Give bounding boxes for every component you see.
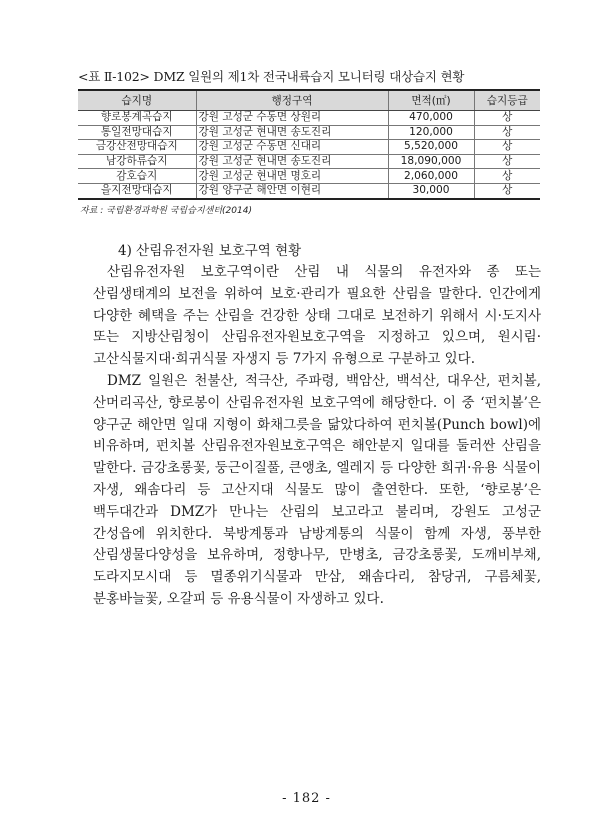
table-header-row (78, 90, 540, 111)
table-row (78, 140, 540, 155)
cell-area: 5,520,000 (388, 140, 474, 155)
cell-wetland-name: 금강산전망대습지 (78, 140, 196, 155)
header-area: 면적(㎡) (388, 90, 474, 111)
cell-area: 470,000 (388, 111, 474, 126)
paragraph-dmz-forest-reserves: DMZ 일원은 천불산, 적극산, 주파령, 백암산, 백석산, 대우산, 펀치볼, 산머리곡산, 향로봉이 산림유전자원 보호구역에 해당한다. 이 중 ‘펀치볼’은 양구군 해안면 일대 지형이 화채그릇을 닮았다하여 펀치볼(Punch bowl)에 비유하며, 펀치볼 산림유전자원보호구역은 해안분지 일대를 둘러싼 산림을 말한다. 금강초롱꽃, 둥근이질풀, 큰앵초, 엘레지 등 다양한 희귀·유용 식물이 자생, 왜솜다리 등 고산지대 식물도 많이 출연한다. 또한, ‘향로봉’은 백두대간과 DMZ가 만나는 산림의 보고라고 불리며, 강원도 고성군 간성읍에 위치한다. 북방계통과 남방계통의 식물이 함께 자생, 풍부한 산림생물다양성을 보유하며, 정향나무, 만병초, 금강초롱꽃, 도깨비부채, 도라지모시대 등 멸종위기식물과 만삼, 왜솜다리, 참당귀, 구름체꽃, 분홍바늘꽃, 오갈피 등 유용식물이 자생하고 있다. (93, 373, 541, 607)
cell-grade: 상 (474, 154, 540, 169)
header-wetland-name: 습지명 (78, 90, 196, 111)
section-heading: 4) 산림유전자원 보호구역 현황 (118, 243, 302, 259)
paragraph-forest-reserve-definition: 산림유전자원 보호구역이란 산림 내 식물의 유전자와 종 또는 산림생태계의 보전을 위하여 보호·관리가 필요한 산림을 말한다. 인간에게 다양한 혜택을 주는 산림을 건강한 상태 그대로 보전하기 위해서 시·도지사 또는 지방산림청이 산림유전자원보호구역을 지정하고 있으며, 원시림·고산식물지대·희귀식물 자생지 등 7가지 유형으로 구분하고 있다. (93, 264, 541, 368)
cell-region: 강원 고성군 현내면 명호리 (196, 169, 388, 184)
table-source-note: 자료 : 국립환경과학원 국립습지센터(2014) (80, 206, 252, 216)
table-row (78, 111, 540, 126)
cell-grade: 상 (474, 125, 540, 140)
header-grade: 습지등급 (474, 90, 540, 111)
cell-wetland-name: 을지전망대습지 (78, 183, 196, 198)
table-row (78, 154, 540, 169)
cell-grade: 상 (474, 111, 540, 126)
table-row (78, 183, 540, 198)
wetland-table (78, 89, 540, 200)
cell-wetland-name: 향로봉계곡습지 (78, 111, 196, 126)
cell-region: 강원 고성군 현내면 송도진리 (196, 125, 388, 140)
cell-region: 강원 고성군 수동면 신대리 (196, 140, 388, 155)
cell-grade: 상 (474, 169, 540, 184)
table-row (78, 125, 540, 140)
cell-region: 강원 양구군 해안면 이현리 (196, 183, 388, 198)
header-region: 행정구역 (196, 90, 388, 111)
cell-area: 30,000 (388, 183, 474, 198)
cell-area: 18,090,000 (388, 154, 474, 169)
cell-region: 강원 고성군 수동면 상원리 (196, 111, 388, 126)
table-row (78, 169, 540, 184)
cell-area: 2,060,000 (388, 169, 474, 184)
page-number: - 182 - (282, 791, 331, 806)
cell-wetland-name: 통일전망대습지 (78, 125, 196, 140)
table-caption: <표 Ⅱ-102> DMZ 일원의 제1차 전국내륙습지 모니터링 대상습지 현황 (78, 69, 465, 84)
cell-region: 강원 고성군 현내면 송도진리 (196, 154, 388, 169)
cell-grade: 상 (474, 183, 540, 198)
cell-wetland-name: 남강하류습지 (78, 154, 196, 169)
cell-area: 120,000 (388, 125, 474, 140)
cell-wetland-name: 감호습지 (78, 169, 196, 184)
cell-grade: 상 (474, 140, 540, 155)
